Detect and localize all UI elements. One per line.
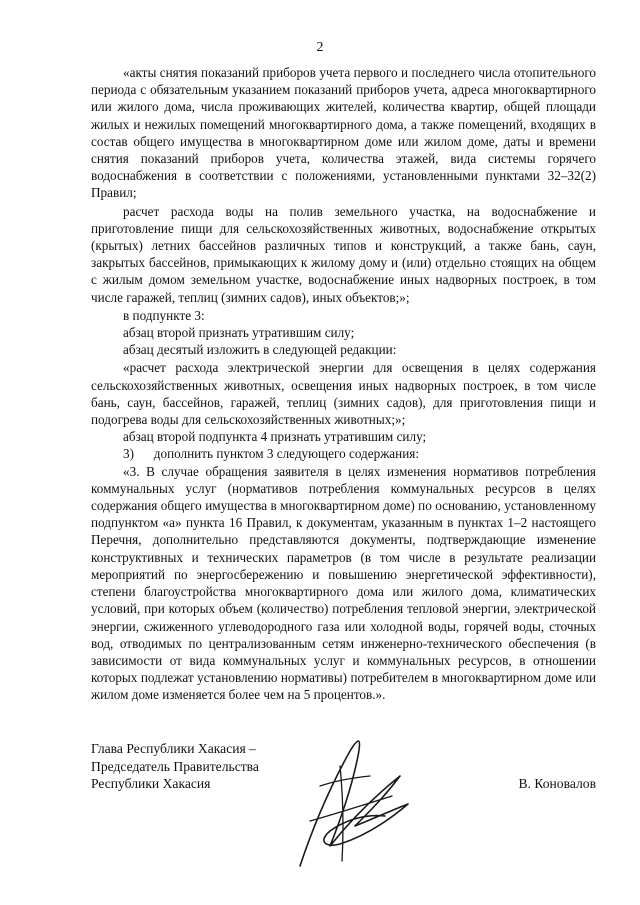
paragraph: 3) дополнить пунктом 3 следующего содержания: (123, 446, 420, 462)
signatory-title (91, 740, 259, 793)
paragraph: абзац второй признать утратившим силу; (123, 325, 355, 341)
page-number: 2 (316, 40, 324, 55)
paragraph: «3. В случае обращения заявителя в целях изменения нормативов потребления коммунальных услуг (нормативов потребления коммунальных ресурсов в целях содержания общего имущества в многоквартирном доме) по основанию, установленному подпунктом «а» пункта 16 Правил, к документам, указанным в пунктах 1–2 настоящего Перечня, дополнительно представляются документы, подтверждающие изменение конструктивных и технических параметров (в том числе в результате реализации мероприятий по энергосбережению и повышению энергетической эффективности), степени благоустройства многоквартирного дома или жилого дома, климатических условий, при которых объем (количество) потребления тепловой энергии, электрической энергии, сжиженного углеводородного газа или холодной воды, горячей воды, сточных вод, отводимых по централизованным сетям инженерно-технического обеспечения (в зависимости от вида коммунальных услуг и коммунальных ресурсов, в отношении которых подлежат установлению нормативы) потребителем в многоквартирном доме или жилом доме изменяется более чем на 5 процентов.». (91, 463, 596, 703)
paragraph: в подпункте 3: (123, 307, 205, 323)
paragraph: расчет расхода воды на полив земельного участка, на водоснабжение и приготовление пищи для сельскохозяйственных животных, водоснабжение открытых (крытых) летних бассейнов различных типов и конструкций, а также бань, саун, закрытых бассейнов, примыкающих к жилому дому и (или) отдельно стоящих на общем с жилым домом земельном участке, водоснабжение иных надворных построек, в том числе гаражей, теплиц (зимних садов), иных объектов;»; (91, 203, 596, 305)
signatory-title-line: Председатель Правительства (91, 758, 259, 774)
paragraph: абзац десятый изложить в следующей редакции: (123, 342, 397, 358)
paragraph: «расчет расхода электрической энергии для освещения в целях содержания сельскохозяйственных животных, освещения иных надворных построек, в том числе бань, саун, бассейнов, гаражей, теплиц (зимних садов), для приготовления пищи и подогрева воды для сельскохозяйственных животных;»; (91, 360, 596, 428)
signatory-title-line: Республики Хакасия (91, 776, 211, 791)
signatory-title-line: Глава Республики Хакасия – (91, 741, 256, 756)
signatory-name: В. Коновалов (518, 776, 596, 791)
handwritten-signature (280, 726, 420, 876)
document-body (91, 64, 596, 704)
paragraph: абзац второй подпункта 4 признать утратившим силу; (123, 429, 427, 445)
paragraph: «акты снятия показаний приборов учета первого и последнего числа отопительного периода с обязательным указанием показаний приборов учета, адреса многоквартирного или жилого дома, числа проживающих жителей, количества квартир, общей площади жилых и нежилых помещений многоквартирного дома, а также помещений, входящих в состав общего имущества в многоквартирном доме или жилом доме, даты и времени снятия показаний приборов учета, количества этажей, вида системы горячего водоснабжения в соответствии с положениями, установленными пунктами 32–32(2) Правил; (91, 65, 596, 201)
